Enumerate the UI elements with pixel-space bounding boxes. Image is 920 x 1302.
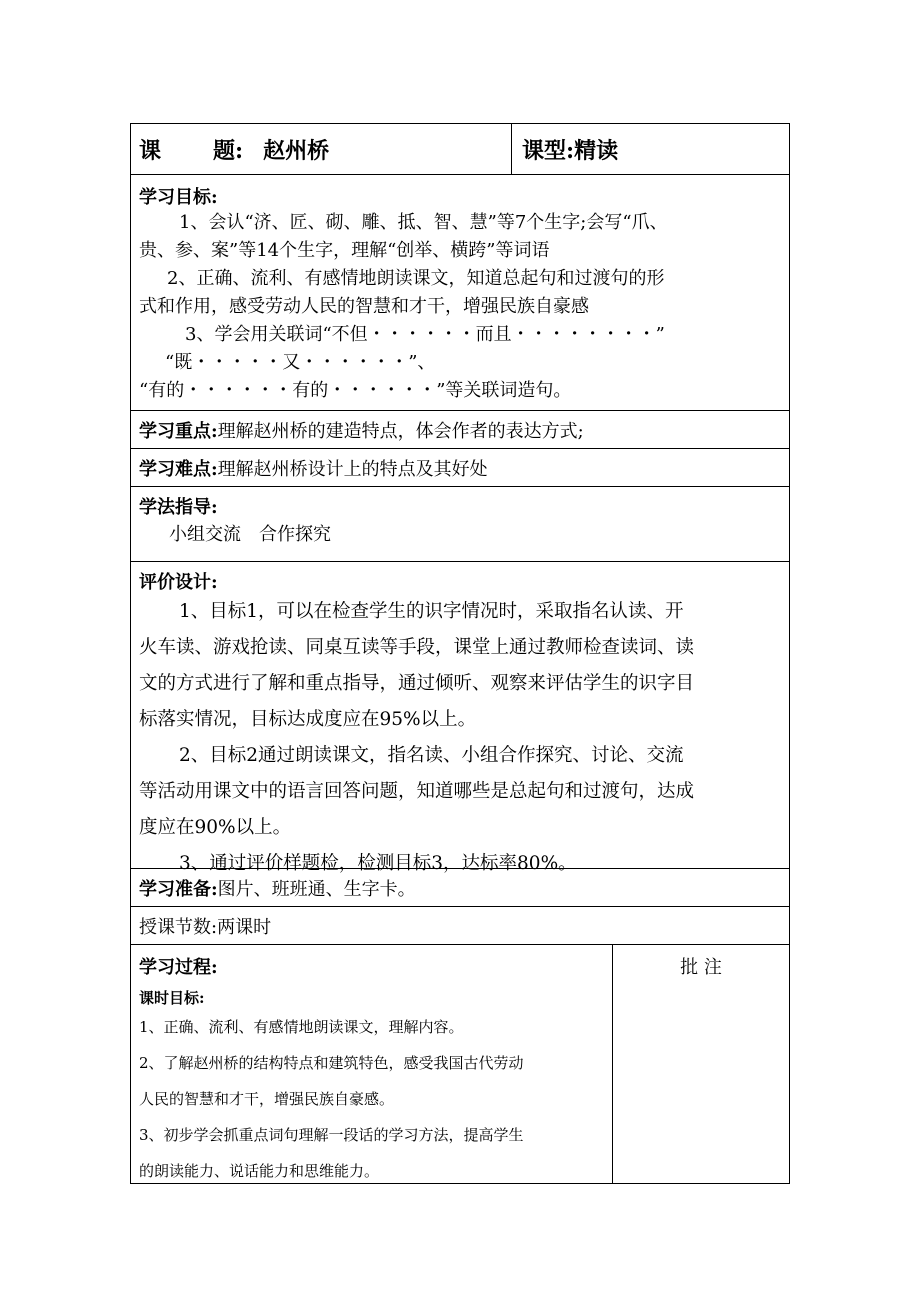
period-goal-line: 1、正确、流利、有感情地朗读课文，理解内容。 bbox=[139, 1018, 464, 1036]
process-content bbox=[131, 945, 613, 1183]
topic-cell bbox=[131, 124, 512, 174]
lesson-plan-table bbox=[130, 123, 790, 1184]
topic-label-2: 题: bbox=[213, 137, 244, 164]
goals-line: 3、学会用关联词“不但・・・・・・而且・・・・・・・・” bbox=[185, 324, 665, 345]
method-value: 小组交流 合作探究 bbox=[169, 524, 331, 545]
period-goal-line: 2、了解赵州桥的结构特点和建筑特色，感受我国古代劳动 bbox=[139, 1054, 524, 1072]
goals-section bbox=[131, 175, 789, 411]
evaluation-line: 2、目标2通过朗读课文，指名读、小组合作探究、讨论、交流 bbox=[179, 745, 684, 766]
evaluation-line: 火车读、游戏抢读、同桌互读等手段，课堂上通过教师检查读词、读 bbox=[139, 637, 695, 658]
evaluation-line: 3、通过评价样题检，检测目标3，达标率80%。 bbox=[179, 853, 577, 874]
period-goal-line: 人民的智慧和才干，增强民族自豪感。 bbox=[139, 1090, 395, 1108]
goals-line: 贵、参、案”等14个生字，理解“创举、横跨”等词语 bbox=[139, 240, 550, 261]
difficulty-row bbox=[131, 449, 789, 487]
goals-line: “既・・・・・又・・・・・・”、 bbox=[165, 352, 436, 373]
process-label: 学习过程: bbox=[139, 957, 218, 978]
key-point-row bbox=[131, 411, 789, 449]
method-label: 学法指导: bbox=[139, 497, 218, 518]
type-label: 课型: bbox=[522, 137, 575, 164]
key-point-value: 理解赵州桥的建造特点，体会作者的表达方式; bbox=[217, 420, 584, 442]
evaluation-line: 标落实情况，目标达成度应在95%以上。 bbox=[139, 709, 477, 730]
header-row bbox=[131, 124, 789, 175]
period-goals-label: 课时目标: bbox=[139, 989, 205, 1007]
goals-line: 2、正确、流利、有感情地朗读课文，知道总起句和过渡句的形 bbox=[167, 268, 665, 289]
goals-label: 学习目标: bbox=[139, 187, 218, 208]
type-value: 精读 bbox=[574, 137, 619, 164]
periods-label: 授课节数: bbox=[139, 916, 218, 938]
goals-line: 式和作用，感受劳动人民的智慧和才干，增强民族自豪感 bbox=[139, 296, 589, 317]
goals-line: “有的・・・・・・有的・・・・・・”等关联词造句。 bbox=[139, 380, 572, 401]
difficulty-value: 理解赵州桥设计上的特点及其好处 bbox=[217, 458, 488, 480]
notes-column bbox=[613, 945, 789, 1183]
preparation-value: 图片、班班通、生字卡。 bbox=[217, 878, 416, 900]
goals-line: 1、会认“济、匠、砌、雕、抵、智、慧”等7个生字;会写“爪、 bbox=[179, 212, 668, 233]
difficulty-label: 学习难点: bbox=[139, 458, 218, 480]
evaluation-label: 评价设计: bbox=[139, 572, 218, 593]
type-cell bbox=[512, 124, 789, 174]
evaluation-section bbox=[131, 562, 789, 874]
periods-row bbox=[131, 907, 789, 945]
period-goal-line: 3、初步学会抓重点词句理解一段话的学习方法，提高学生 bbox=[139, 1126, 524, 1144]
periods-value: 两课时 bbox=[217, 916, 272, 938]
topic-label: 课 bbox=[139, 137, 162, 164]
evaluation-line: 度应在90%以上。 bbox=[139, 817, 292, 838]
method-section bbox=[131, 487, 789, 562]
evaluation-line: 文的方式进行了解和重点指导，通过倾听、观察来评估学生的识字目 bbox=[139, 673, 695, 694]
notes-label: 批 注 bbox=[680, 957, 722, 978]
period-goal-line: 的朗读能力、说话能力和思维能力。 bbox=[139, 1162, 380, 1180]
evaluation-line: 等活动用课文中的语言回答问题，知道哪些是总起句和过渡句，达成 bbox=[139, 781, 695, 802]
process-section bbox=[131, 945, 789, 1183]
key-point-label: 学习重点: bbox=[139, 420, 218, 442]
preparation-label: 学习准备: bbox=[139, 878, 218, 900]
evaluation-line: 1、目标1，可以在检查学生的识字情况时，采取指名认读、开 bbox=[179, 601, 684, 622]
topic-value: 赵州桥 bbox=[263, 137, 330, 164]
